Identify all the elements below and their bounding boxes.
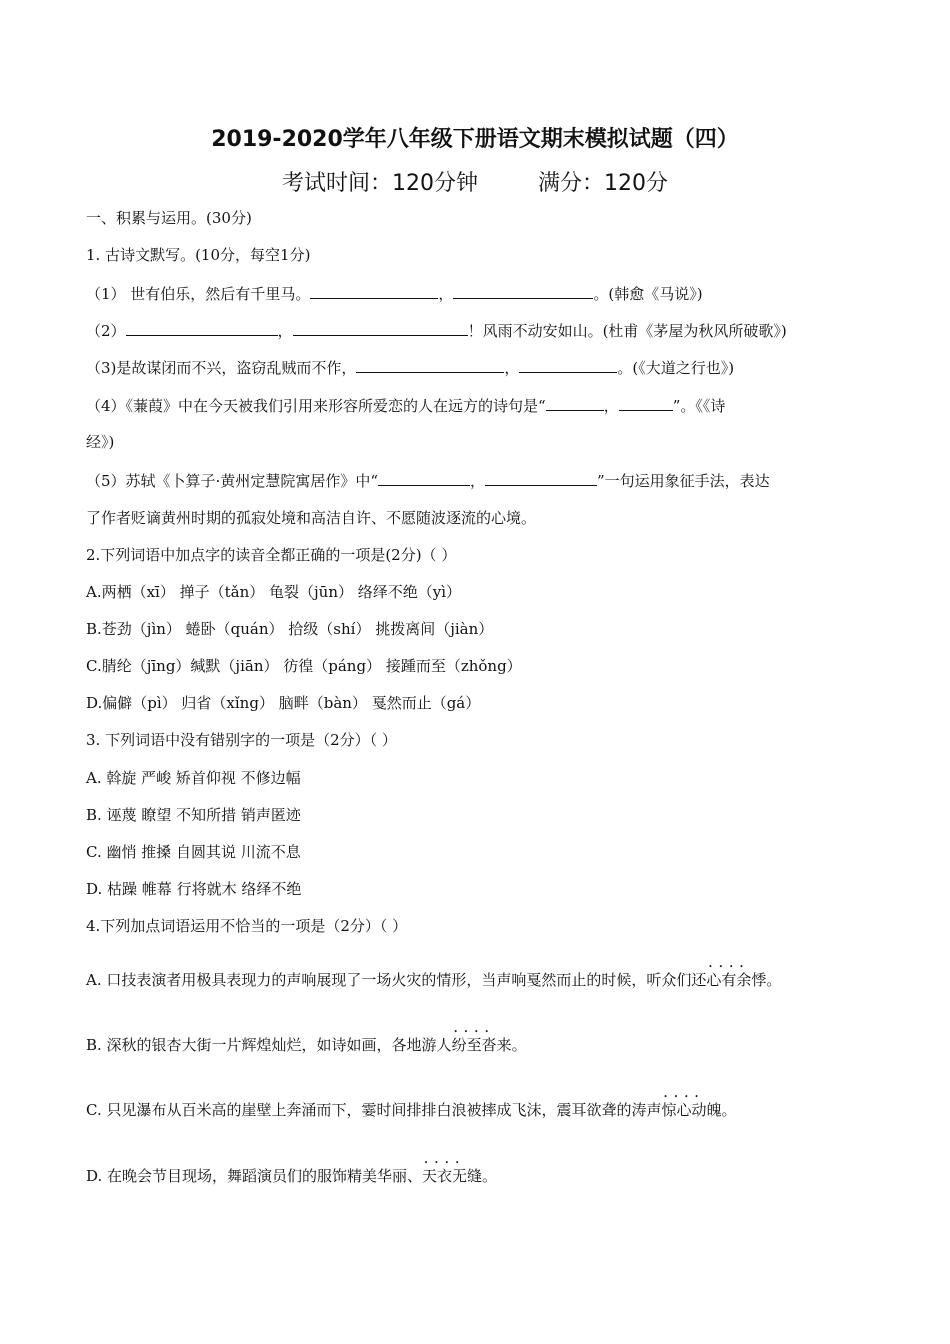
text: （4）《蒹葭》中在今天被我们引用来形容所爱恋的人在远方的诗句是“ xyxy=(86,397,546,415)
text: A. 口技表演者用极具表现力的声响展现了一场火灾的情形，当声响戛然而止的时候，听众们还 xyxy=(86,971,707,989)
answer-blank[interactable] xyxy=(546,395,604,411)
text: （2） xyxy=(86,322,126,340)
text: C. 只见瀑布从百米高的崖壁上奔涌而下，霎时间排排白浪被摔成飞沫，震耳欲聋的涛声 xyxy=(86,1101,662,1119)
question-1-part-1 xyxy=(86,283,703,304)
question-2-option-c: C.腈纶（jīng）缄默（jiān） 彷徨（páng） 接踵而至（zhǒng） xyxy=(86,657,522,675)
text: ！风雨不动安如山。(杜甫《茅屋为秋风所破歌》) xyxy=(467,322,787,340)
question-3-option-b: B. 诬蔑 瞭望 不知所措 销声匿迹 xyxy=(86,806,301,824)
question-1-part-4 xyxy=(86,395,725,416)
text: （1） 世有伯乐，然后有千里马。 xyxy=(86,285,311,303)
question-4-stem: 4.下列加点词语运用不恰当的一项是（2分）（ ） xyxy=(86,917,408,935)
text: ， xyxy=(438,285,454,303)
question-3-option-c: C. 幽悄 推搡 自圆其说 川流不息 xyxy=(86,843,301,861)
text: B. 深秋的银杏大街一片辉煌灿烂，如诗如画，各地游人 xyxy=(86,1036,452,1054)
answer-blank[interactable] xyxy=(485,470,597,486)
answer-blank[interactable] xyxy=(310,283,438,299)
question-3-option-a: A. 斡旋 严峻 矫首仰视 不修边幅 xyxy=(86,769,301,787)
answer-blank[interactable] xyxy=(519,357,617,373)
text: ， xyxy=(603,397,619,415)
question-3-option-d: D. 枯躁 帷幕 行将就木 络绎不绝 xyxy=(86,880,302,898)
dotted-phrase: • • • • 心有余悸 xyxy=(706,971,766,989)
question-1-part-5-cont: 了作者贬谪黄州时期的孤寂处境和高洁自许、不愿随波逐流的心境。 xyxy=(86,509,537,527)
question-4-option-a xyxy=(86,970,781,990)
answer-blank[interactable] xyxy=(356,357,504,373)
section-heading: 一、积累与运用。(30分) xyxy=(86,209,252,227)
answer-blank[interactable] xyxy=(126,320,278,336)
question-4-option-c xyxy=(86,1100,737,1120)
answer-blank[interactable] xyxy=(378,470,470,486)
text: 。(《大道之行也》) xyxy=(617,359,735,377)
question-1-part-2 xyxy=(86,320,787,341)
question-1-stem: 1. 古诗文默写。(10分，每空1分) xyxy=(86,246,311,264)
text: ， xyxy=(277,322,293,340)
question-4-option-d xyxy=(86,1166,497,1186)
answer-blank[interactable] xyxy=(293,320,468,336)
text: 。 xyxy=(766,971,782,989)
question-1-part-3 xyxy=(86,357,734,378)
question-2-option-a: A.两栖（xī） 掸子（tǎn） 龟裂（jūn） 络绎不绝（yì） xyxy=(86,583,462,601)
text: ， xyxy=(504,359,520,377)
text: ”一句运用象征手法，表达 xyxy=(597,472,770,490)
exam-title: 2019-2020学年八年级下册语文期末模拟试题（四） xyxy=(211,127,739,152)
text: ”。《《诗 xyxy=(672,397,726,415)
answer-blank[interactable] xyxy=(619,395,673,411)
exam-time: 考试时间：120分钟 xyxy=(282,171,478,196)
text: 。(韩愈《马说》) xyxy=(593,285,703,303)
question-3-stem: 3. 下列词语中没有错别字的一项是（2分）（ ） xyxy=(86,731,397,749)
question-2-option-d: D.偏僻（pì） 归省（xǐng） 脑畔（bàn） 戛然而止（gá） xyxy=(86,694,481,712)
dotted-phrase: • • • • 天衣无缝 xyxy=(422,1167,482,1185)
question-1-part-5 xyxy=(86,470,770,491)
text: 。 xyxy=(721,1101,737,1119)
dotted-phrase: • • • • 惊心动魄 xyxy=(661,1101,721,1119)
question-1-part-4-cont: 经》) xyxy=(86,433,115,451)
exam-subtitle xyxy=(0,166,950,197)
dotted-phrase: • • • • 纷至沓来 xyxy=(452,1036,512,1054)
question-4-option-b xyxy=(86,1035,527,1055)
text: （5）苏轼《卜算子·黄州定慧院寓居作》中“ xyxy=(86,472,378,490)
exam-score: 满分：120分 xyxy=(538,171,668,196)
text: 。 xyxy=(511,1036,527,1054)
text: （3)是故谋闭而不兴，盗窃乱贼而不作， xyxy=(86,359,357,377)
question-2-option-b: B.苍劲（jìn） 蜷卧（quán） 拾级（shí） 挑拨离间（jiàn） xyxy=(86,620,494,638)
question-2-stem: 2.下列词语中加点字的读音全都正确的一项是(2分)（ ） xyxy=(86,546,457,564)
answer-blank[interactable] xyxy=(453,283,593,299)
text: D. 在晚会节目现场，舞蹈演员们的服饰精美华丽、 xyxy=(86,1167,423,1185)
text: ， xyxy=(469,472,485,490)
text: 。 xyxy=(482,1167,498,1185)
